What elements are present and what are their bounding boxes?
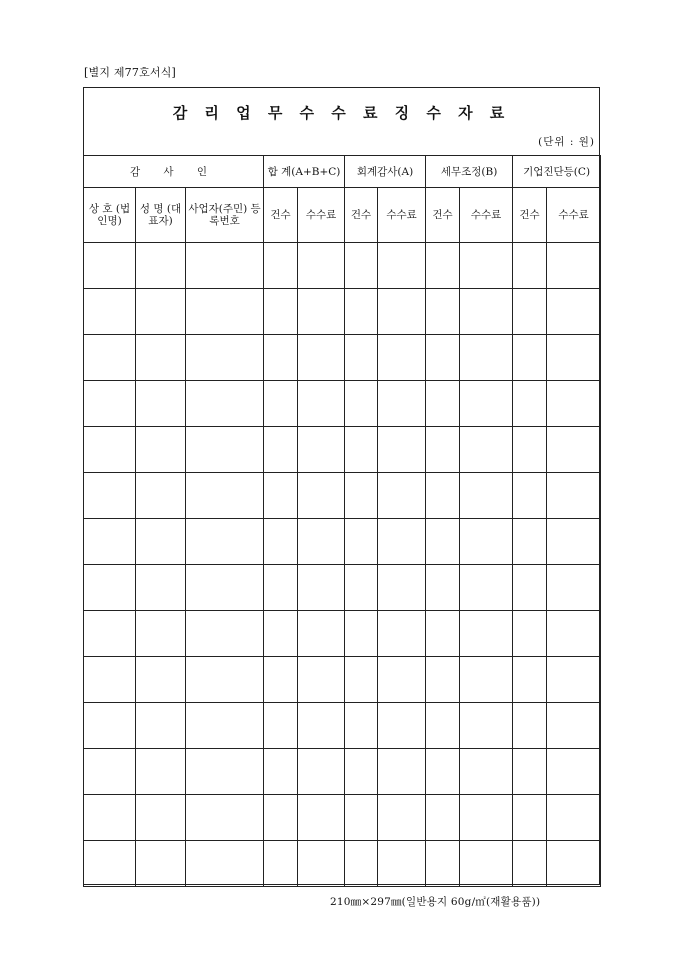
subheader-tax-fee: 수수료 <box>460 188 513 243</box>
cell-tax-fee[interactable] <box>460 243 513 289</box>
cell-trade-name[interactable] <box>84 611 136 657</box>
table-row <box>84 519 601 565</box>
cell-diagnosis-count[interactable] <box>513 381 547 427</box>
paper-size-note: 210㎜×297㎜(일반용지 60g/㎡(재활용품)) <box>330 896 541 908</box>
cell-total-count[interactable] <box>264 289 298 335</box>
cell-registration-no[interactable] <box>186 289 264 335</box>
cell-name[interactable] <box>136 657 186 703</box>
cell-registration-no[interactable] <box>186 381 264 427</box>
cell-total-count[interactable] <box>264 473 298 519</box>
subheader-total-count: 건수 <box>264 188 298 243</box>
table-row <box>84 243 601 289</box>
cell-audit-count[interactable] <box>345 289 378 335</box>
cell-trade-name[interactable] <box>84 473 136 519</box>
cell-tax-fee[interactable] <box>460 657 513 703</box>
cell-total-count[interactable] <box>264 427 298 473</box>
cell-audit-fee[interactable] <box>378 611 426 657</box>
cell-audit-fee[interactable] <box>378 335 426 381</box>
cell-audit-count[interactable] <box>345 611 378 657</box>
cell-total-fee[interactable] <box>298 381 345 427</box>
cell-tax-count[interactable] <box>426 519 460 565</box>
subheader-diagnosis-fee: 수수료 <box>547 188 601 243</box>
cell-trade-name[interactable] <box>84 565 136 611</box>
cell-diagnosis-fee[interactable] <box>547 519 601 565</box>
cell-name[interactable] <box>136 289 186 335</box>
cell-registration-no[interactable] <box>186 703 264 749</box>
form-title: 감 리 업 무 수 수 료 징 수 자 료 <box>172 104 511 122</box>
cell-trade-name[interactable] <box>84 427 136 473</box>
cell-trade-name[interactable] <box>84 703 136 749</box>
cell-diagnosis-fee[interactable] <box>547 795 601 841</box>
cell-registration-no[interactable] <box>186 473 264 519</box>
cell-diagnosis-fee[interactable] <box>547 565 601 611</box>
header-tax-adjustment: 세무조정(B) <box>426 156 513 188</box>
cell-tax-count[interactable] <box>426 795 460 841</box>
cell-audit-fee[interactable] <box>378 657 426 703</box>
cell-audit-count[interactable] <box>345 519 378 565</box>
table-row <box>84 335 601 381</box>
cell-tax-fee[interactable] <box>460 335 513 381</box>
cell-registration-no[interactable] <box>186 611 264 657</box>
cell-audit-fee[interactable] <box>378 795 426 841</box>
header-row-1 <box>84 156 601 188</box>
title-area <box>84 88 599 155</box>
cell-diagnosis-count[interactable] <box>513 243 547 289</box>
cell-diagnosis-fee[interactable] <box>547 473 601 519</box>
subheader-tax-count: 건수 <box>426 188 460 243</box>
table-row <box>84 473 601 519</box>
cell-name[interactable] <box>136 427 186 473</box>
cell-diagnosis-count[interactable] <box>513 841 547 887</box>
cell-total-fee[interactable] <box>298 657 345 703</box>
cell-diagnosis-count[interactable] <box>513 749 547 795</box>
cell-registration-no[interactable] <box>186 519 264 565</box>
table-row <box>84 657 601 703</box>
cell-total-fee[interactable] <box>298 703 345 749</box>
cell-diagnosis-count[interactable] <box>513 565 547 611</box>
table-row <box>84 795 601 841</box>
cell-total-fee[interactable] <box>298 841 345 887</box>
cell-audit-count[interactable] <box>345 657 378 703</box>
cell-audit-count[interactable] <box>345 427 378 473</box>
cell-audit-count[interactable] <box>345 795 378 841</box>
cell-total-count[interactable] <box>264 565 298 611</box>
cell-total-count[interactable] <box>264 611 298 657</box>
cell-name[interactable] <box>136 841 186 887</box>
cell-tax-fee[interactable] <box>460 565 513 611</box>
cell-diagnosis-fee[interactable] <box>547 703 601 749</box>
cell-tax-fee[interactable] <box>460 749 513 795</box>
cell-total-fee[interactable] <box>298 749 345 795</box>
table-row <box>84 841 601 887</box>
cell-trade-name[interactable] <box>84 381 136 427</box>
cell-audit-fee[interactable] <box>378 519 426 565</box>
cell-total-fee[interactable] <box>298 289 345 335</box>
table-row <box>84 703 601 749</box>
cell-name[interactable] <box>136 611 186 657</box>
cell-registration-no[interactable] <box>186 565 264 611</box>
cell-tax-count[interactable] <box>426 473 460 519</box>
cell-diagnosis-count[interactable] <box>513 657 547 703</box>
subheader-audit-count: 건수 <box>345 188 378 243</box>
cell-name[interactable] <box>136 335 186 381</box>
cell-trade-name[interactable] <box>84 749 136 795</box>
cell-audit-fee[interactable] <box>378 381 426 427</box>
cell-total-fee[interactable] <box>298 427 345 473</box>
cell-trade-name[interactable] <box>84 657 136 703</box>
cell-total-fee[interactable] <box>298 335 345 381</box>
header-business-diagnosis: 기업진단등(C) <box>513 156 601 188</box>
cell-audit-fee[interactable] <box>378 289 426 335</box>
table-row <box>84 565 601 611</box>
cell-diagnosis-fee[interactable] <box>547 335 601 381</box>
cell-audit-count[interactable] <box>345 749 378 795</box>
cell-diagnosis-count[interactable] <box>513 703 547 749</box>
cell-audit-fee[interactable] <box>378 703 426 749</box>
cell-audit-count[interactable] <box>345 335 378 381</box>
cell-total-count[interactable] <box>264 381 298 427</box>
header-accounting-audit: 회계감사(A) <box>345 156 426 188</box>
cell-diagnosis-count[interactable] <box>513 519 547 565</box>
cell-diagnosis-fee[interactable] <box>547 381 601 427</box>
cell-total-count[interactable] <box>264 703 298 749</box>
cell-diagnosis-count[interactable] <box>513 795 547 841</box>
cell-total-fee[interactable] <box>298 565 345 611</box>
cell-total-count[interactable] <box>264 243 298 289</box>
cell-audit-count[interactable] <box>345 841 378 887</box>
cell-name[interactable] <box>136 703 186 749</box>
cell-audit-fee[interactable] <box>378 749 426 795</box>
table-row <box>84 611 601 657</box>
cell-registration-no[interactable] <box>186 657 264 703</box>
table-row <box>84 289 601 335</box>
cell-audit-fee[interactable] <box>378 473 426 519</box>
cell-name[interactable] <box>136 565 186 611</box>
cell-tax-fee[interactable] <box>460 473 513 519</box>
cell-tax-count[interactable] <box>426 611 460 657</box>
cell-name[interactable] <box>136 243 186 289</box>
cell-tax-fee[interactable] <box>460 427 513 473</box>
cell-audit-count[interactable] <box>345 565 378 611</box>
cell-registration-no[interactable] <box>186 427 264 473</box>
cell-tax-count[interactable] <box>426 243 460 289</box>
cell-tax-count[interactable] <box>426 381 460 427</box>
subheader-total-fee: 수수료 <box>298 188 345 243</box>
table-row <box>84 381 601 427</box>
cell-total-count[interactable] <box>264 795 298 841</box>
subheader-registration-no: 사업자(주민) 등록번호 <box>186 188 264 243</box>
cell-diagnosis-count[interactable] <box>513 427 547 473</box>
cell-total-fee[interactable] <box>298 243 345 289</box>
cell-trade-name[interactable] <box>84 841 136 887</box>
cell-audit-count[interactable] <box>345 473 378 519</box>
cell-trade-name[interactable] <box>84 243 136 289</box>
cell-audit-fee[interactable] <box>378 427 426 473</box>
cell-diagnosis-fee[interactable] <box>547 611 601 657</box>
cell-name[interactable] <box>136 749 186 795</box>
cell-diagnosis-fee[interactable] <box>547 243 601 289</box>
cell-tax-count[interactable] <box>426 565 460 611</box>
cell-diagnosis-count[interactable] <box>513 611 547 657</box>
cell-registration-no[interactable] <box>186 335 264 381</box>
cell-trade-name[interactable] <box>84 335 136 381</box>
cell-total-count[interactable] <box>264 749 298 795</box>
cell-tax-fee[interactable] <box>460 611 513 657</box>
cell-tax-count[interactable] <box>426 749 460 795</box>
subheader-name: 성 명 (대표자) <box>136 188 186 243</box>
form-number-label: [별지 제77호서식] <box>84 66 177 79</box>
cell-audit-fee[interactable] <box>378 565 426 611</box>
cell-name[interactable] <box>136 473 186 519</box>
table-row <box>84 749 601 795</box>
cell-registration-no[interactable] <box>186 841 264 887</box>
cell-tax-fee[interactable] <box>460 703 513 749</box>
table-row <box>84 427 601 473</box>
cell-total-fee[interactable] <box>298 519 345 565</box>
cell-trade-name[interactable] <box>84 289 136 335</box>
cell-registration-no[interactable] <box>186 795 264 841</box>
cell-tax-fee[interactable] <box>460 289 513 335</box>
fee-table <box>83 155 601 887</box>
cell-tax-count[interactable] <box>426 289 460 335</box>
cell-diagnosis-fee[interactable] <box>547 749 601 795</box>
cell-total-fee[interactable] <box>298 473 345 519</box>
cell-diagnosis-count[interactable] <box>513 289 547 335</box>
cell-registration-no[interactable] <box>186 243 264 289</box>
cell-audit-count[interactable] <box>345 243 378 289</box>
cell-diagnosis-fee[interactable] <box>547 427 601 473</box>
cell-diagnosis-fee[interactable] <box>547 657 601 703</box>
cell-total-fee[interactable] <box>298 611 345 657</box>
unit-label: (단위 : 원) <box>538 136 595 148</box>
cell-total-fee[interactable] <box>298 795 345 841</box>
cell-total-count[interactable] <box>264 841 298 887</box>
cell-diagnosis-fee[interactable] <box>547 841 601 887</box>
cell-registration-no[interactable] <box>186 749 264 795</box>
cell-trade-name[interactable] <box>84 519 136 565</box>
cell-tax-fee[interactable] <box>460 841 513 887</box>
cell-diagnosis-fee[interactable] <box>547 289 601 335</box>
cell-audit-count[interactable] <box>345 703 378 749</box>
subheader-audit-fee: 수수료 <box>378 188 426 243</box>
cell-tax-count[interactable] <box>426 427 460 473</box>
cell-tax-fee[interactable] <box>460 795 513 841</box>
cell-tax-fee[interactable] <box>460 519 513 565</box>
cell-name[interactable] <box>136 519 186 565</box>
cell-tax-fee[interactable] <box>460 381 513 427</box>
cell-tax-count[interactable] <box>426 703 460 749</box>
header-auditor: 감 사 인 <box>84 156 264 188</box>
cell-total-count[interactable] <box>264 657 298 703</box>
header-total: 합 계(A+B+C) <box>264 156 345 188</box>
cell-name[interactable] <box>136 795 186 841</box>
subheader-trade-name: 상 호 (법인명) <box>84 188 136 243</box>
cell-audit-count[interactable] <box>345 381 378 427</box>
cell-trade-name[interactable] <box>84 795 136 841</box>
cell-name[interactable] <box>136 381 186 427</box>
fee-collection-form <box>83 87 600 885</box>
cell-tax-count[interactable] <box>426 841 460 887</box>
cell-total-count[interactable] <box>264 519 298 565</box>
cell-audit-fee[interactable] <box>378 243 426 289</box>
cell-tax-count[interactable] <box>426 335 460 381</box>
subheader-diagnosis-count: 건수 <box>513 188 547 243</box>
cell-total-count[interactable] <box>264 335 298 381</box>
cell-diagnosis-count[interactable] <box>513 473 547 519</box>
header-row-2 <box>84 188 601 243</box>
cell-diagnosis-count[interactable] <box>513 335 547 381</box>
cell-audit-fee[interactable] <box>378 841 426 887</box>
cell-tax-count[interactable] <box>426 657 460 703</box>
